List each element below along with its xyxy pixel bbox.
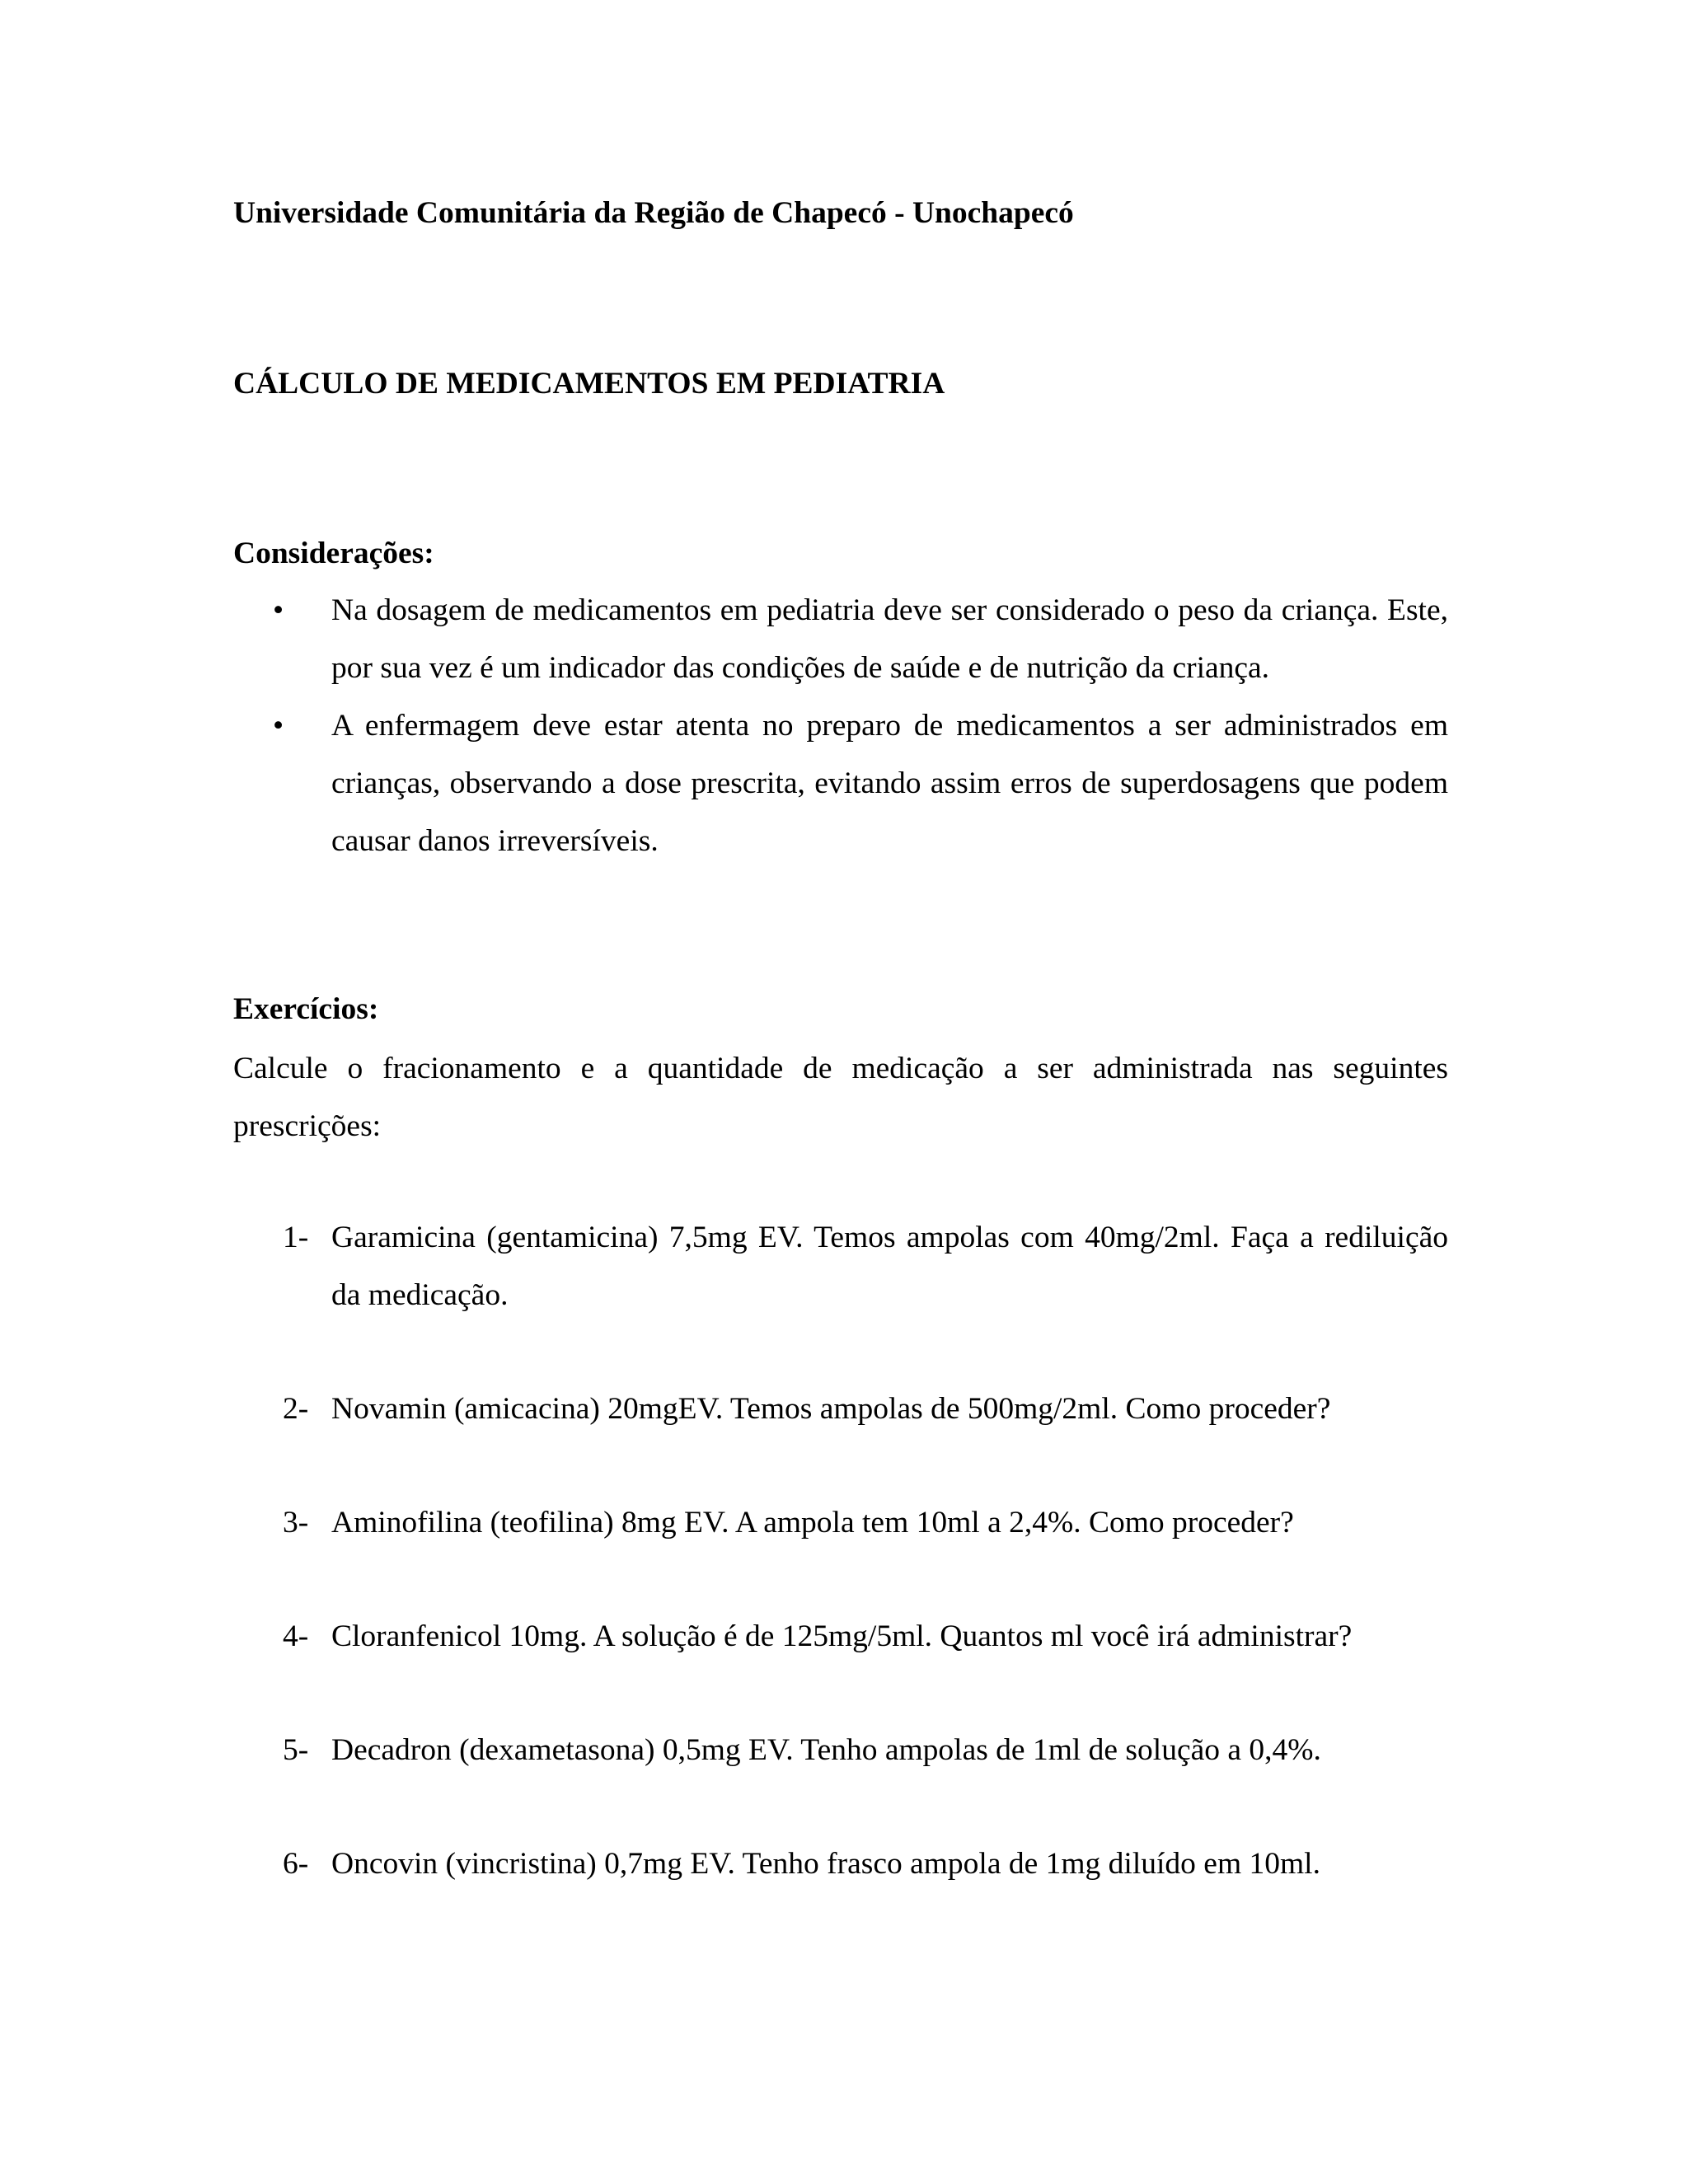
document-page xyxy=(233,0,1448,2184)
consideration-text: A enfermagem deve estar atenta no preparo de medicamentos a ser administrados em crianças, observando a dose prescrita, evitando assim erros de superdosagens que podem causar danos irreversíveis. xyxy=(331,709,1448,858)
exercise-text: Cloranfenicol 10mg. A solução é de 125mg/5ml. Quantos ml você irá administrar? xyxy=(331,1619,1353,1653)
exercise-text: Novamin (amicacina) 20mgEV. Temos ampolas de 500mg/2ml. Como proceder? xyxy=(331,1392,1331,1426)
exercise-text: Decadron (dexametasona) 0,5mg EV. Tenho ampolas de 1ml de solução a 0,4%. xyxy=(331,1733,1321,1767)
exercises-intro: Calcule o fracionamento e a quantidade de medicação a ser administrada nas seguintes prescrições: xyxy=(233,1052,1448,1143)
consideration-text: Na dosagem de medicamentos em pediatria deve ser considerado o peso da criança. Este, por sua vez é um indicador das condições de saúde e de nutrição da criança. xyxy=(331,593,1448,685)
exercise-text: Garamicina (gentamicina) 7,5mg EV. Temos ampolas com 40mg/2ml. Faça a rediluição da medicação. xyxy=(331,1221,1448,1312)
bullet-icon: • xyxy=(273,593,284,627)
document-title: CÁLCULO DE MEDICAMENTOS EM PEDIATRIA xyxy=(233,367,945,401)
exercises-heading: Exercícios: xyxy=(233,992,379,1026)
exercise-number: 5- xyxy=(283,1733,309,1767)
university-name: Universidade Comunitária da Região de Chapecó - Unochapecó xyxy=(233,196,1074,230)
exercise-number: 4- xyxy=(283,1619,309,1653)
exercise-number: 2- xyxy=(283,1392,309,1426)
exercise-text: Oncovin (vincristina) 0,7mg EV. Tenho frasco ampola de 1mg diluído em 10ml. xyxy=(331,1847,1320,1881)
exercise-text: Aminofilina (teofilina) 8mg EV. A ampola tem 10ml a 2,4%. Como proceder? xyxy=(331,1506,1294,1540)
considerations-heading: Considerações: xyxy=(233,537,434,570)
bullet-icon: • xyxy=(273,709,284,743)
exercise-number: 1- xyxy=(283,1221,309,1254)
exercise-number: 3- xyxy=(283,1506,309,1540)
exercise-number: 6- xyxy=(283,1847,309,1881)
